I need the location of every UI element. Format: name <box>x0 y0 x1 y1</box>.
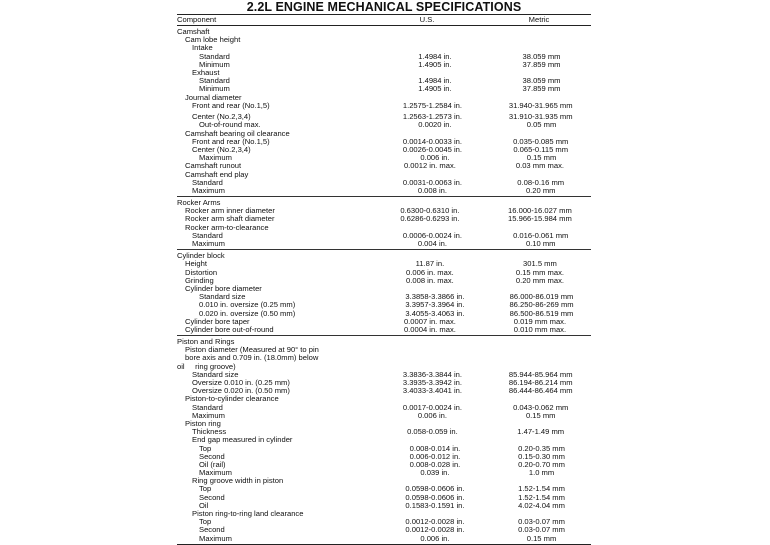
component-cell: Front and rear (No.1,5) <box>192 100 270 110</box>
header-us: U.S. <box>419 15 435 24</box>
metric-value-cell: 86.444-86.464 mm <box>508 386 573 396</box>
component-cell: Out-of-round max. <box>199 120 261 130</box>
us-value-cell: 0.0014-0.0033 in. <box>402 136 462 146</box>
metric-value-cell <box>487 338 591 346</box>
component-cell: Journal diameter <box>185 92 242 102</box>
metric-value-cell: 0.05 mm <box>526 120 557 130</box>
component-cell: Oversize 0.020 in. (0.50 mm) <box>192 386 290 396</box>
component-cell: 0.010 in. oversize (0.25 mm) <box>199 300 296 310</box>
metric-value-cell: 0.15 mm <box>525 410 556 420</box>
metric-value-cell: 0.03 mm max. <box>515 161 564 171</box>
metric-value-cell: 0.20 mm max. <box>515 275 564 285</box>
metric-value-cell: 0.15 mm <box>526 533 557 543</box>
component-cell: Maximum <box>199 153 232 163</box>
component-cell: bore axis and 0.709 in. (18.0mm) below <box>185 353 319 363</box>
metric-value-cell: 86.194-86.214 mm <box>508 378 573 387</box>
component-cell: Center (No.2,3,4) <box>192 144 251 154</box>
metric-value-cell <box>489 36 591 44</box>
metric-value-cell: 0.15-0.30 mm <box>518 451 565 461</box>
component-cell: Standard <box>192 402 223 412</box>
us-value-cell: 0.006 in. <box>420 533 450 543</box>
component-cell: Piston ring <box>185 418 221 428</box>
metric-value-cell: 85.944-85.964 mm <box>508 369 573 379</box>
header-component: Component <box>177 15 217 24</box>
spec-section <box>177 197 591 250</box>
component-cell: Second <box>199 451 225 461</box>
component-cell: End gap measured in cylinder <box>192 435 293 445</box>
component-cell: Maximum <box>192 239 225 248</box>
component-cell: Piston-to-cylinder clearance <box>185 394 279 404</box>
component-cell: Maximum <box>199 533 232 543</box>
component-cell: Intake <box>192 43 213 53</box>
component-cell: Standard size <box>192 369 239 379</box>
metric-value-cell: 0.043-0.062 mm <box>513 402 569 412</box>
metric-value-cell <box>489 346 591 354</box>
metric-value-cell: 0.035-0.085 mm <box>513 136 569 146</box>
us-value-cell: 0.008 in. max. <box>406 275 454 285</box>
component-cell: Rocker arm inner diameter <box>185 206 275 216</box>
table-row <box>177 36 591 44</box>
us-value-cell: 0.0017-0.0024 in. <box>402 402 462 412</box>
component-cell: Standard <box>192 177 223 187</box>
us-value-cell: 0.1583-0.1591 in. <box>405 500 465 510</box>
us-value-cell <box>367 338 487 346</box>
table-row <box>177 326 591 334</box>
component-cell: Distortion <box>185 267 218 277</box>
metric-value-cell: 37.859 mm <box>522 84 561 94</box>
component-cell: Top <box>199 443 212 453</box>
us-value-cell: 3.4055-3.4063 in. <box>405 308 465 318</box>
metric-value-cell: 31.910-31.935 mm <box>508 112 573 122</box>
metric-value-cell: 1.52-1.54 mm <box>518 492 565 502</box>
us-value-cell: 0.0598-0.0606 in. <box>405 484 465 494</box>
metric-value-cell: 38.059 mm <box>522 76 561 86</box>
component-cell: Maximum <box>192 185 225 195</box>
metric-value-cell: 0.20-0.35 mm <box>518 443 565 453</box>
spec-table-body <box>177 26 591 545</box>
metric-value-cell: 37.859 mm <box>522 59 561 69</box>
spec-document <box>177 0 591 545</box>
metric-value-cell: 0.010 mm max. <box>513 324 567 334</box>
table-row <box>177 61 591 69</box>
component-cell: Top <box>199 517 212 527</box>
us-value-cell <box>371 346 489 354</box>
us-value-cell: 1.4984 in. <box>418 76 452 86</box>
component-cell: Second <box>199 525 225 535</box>
us-value-cell: 0.6286-0.6293 in. <box>400 214 460 224</box>
metric-value-cell: 0.03-0.07 mm <box>518 525 565 535</box>
component-cell: Oversize 0.010 in. (0.25 mm) <box>192 378 290 387</box>
us-value-cell: 0.006 in. <box>417 410 447 420</box>
metric-value-cell: 0.08-0.16 mm <box>517 177 565 187</box>
us-value-cell: 0.008-0.014 in. <box>409 443 461 453</box>
us-value-cell: 0.006 in. <box>420 153 450 163</box>
us-value-cell <box>371 354 489 362</box>
component-cell: Cam lobe height <box>185 35 241 45</box>
component-cell: Second <box>199 492 225 502</box>
us-value-cell: 0.0012 in. max. <box>403 161 456 171</box>
metric-value-cell: 1.47-1.49 mm <box>517 427 565 437</box>
us-value-cell: 0.0026-0.0045 in. <box>402 144 462 154</box>
us-value-cell: 0.0012-0.0028 in. <box>405 525 465 535</box>
spec-section <box>177 336 591 545</box>
us-value-cell: 0.006-0.012 in. <box>409 451 461 461</box>
component-cell: Minimum <box>199 84 230 94</box>
us-value-cell: 3.3858-3.3866 in. <box>405 292 465 302</box>
component-cell: Cylinder bore taper <box>185 316 250 326</box>
metric-value-cell: 86.500-86.519 mm <box>509 308 574 318</box>
table-row <box>177 187 591 195</box>
spec-section <box>177 26 591 197</box>
component-cell: Grinding <box>185 275 214 285</box>
us-value-cell: 0.0020 in. <box>418 120 452 130</box>
component-cell: Thickness <box>192 427 227 437</box>
metric-value-cell: 15.966-15.984 mm <box>508 214 572 224</box>
us-value-cell: 0.008-0.028 in. <box>409 459 461 469</box>
us-value-cell: 1.4905 in. <box>418 59 452 69</box>
component-cell: oil ring groove) <box>177 361 236 371</box>
us-value-cell: 0.058-0.059 in. <box>407 427 458 437</box>
us-value-cell: 0.004 in. <box>417 239 447 248</box>
component-cell: Ring groove width in piston <box>192 476 284 486</box>
metric-value-cell: 0.019 mm max. <box>513 316 567 326</box>
metric-value-cell: 4.02-4.04 mm <box>518 500 565 510</box>
table-row <box>177 412 591 420</box>
us-value-cell: 1.2563-1.2573 in. <box>402 112 462 122</box>
us-value-cell: 0.0598-0.0606 in. <box>405 492 465 502</box>
component-cell: Standard <box>199 76 230 86</box>
us-value-cell: 1.4984 in. <box>418 51 452 61</box>
us-value-cell: 3.4033-3.4041 in. <box>402 386 462 396</box>
table-header <box>177 14 591 26</box>
us-value-cell: 0.0006-0.0024 in. <box>402 230 462 240</box>
page-title: 2.2L ENGINE MECHANICAL SPECIFICATIONS <box>246 0 522 14</box>
table-row <box>177 240 591 248</box>
us-value-cell: 3.3957-3.3964 in. <box>405 300 465 310</box>
metric-value-cell: 0.20 mm <box>525 185 556 195</box>
us-value-cell: 0.0004 in. max. <box>403 324 456 334</box>
table-row <box>177 354 591 362</box>
us-value-cell: 0.039 in. <box>420 468 450 478</box>
metric-value-cell: 1.0 mm <box>528 468 555 478</box>
component-cell: Piston diameter (Measured at 90° to pin <box>185 345 319 355</box>
component-cell: Standard <box>192 230 223 240</box>
us-value-cell: 1.2575-1.2584 in. <box>402 100 462 110</box>
us-value-cell <box>367 28 487 36</box>
us-value-cell: 11.87 in. <box>415 259 445 269</box>
component-cell: Rocker Arms <box>177 198 221 208</box>
component-cell: Camshaft end play <box>185 169 249 179</box>
header-metric: Metric <box>528 15 550 24</box>
component-cell: Maximum <box>199 468 232 478</box>
metric-value-cell: 0.10 mm <box>525 239 556 248</box>
metric-value-cell <box>489 354 591 362</box>
us-value-cell: 1.4905 in. <box>418 84 452 94</box>
metric-value-cell: 86.250-86-269 mm <box>509 300 574 310</box>
component-cell: Oil (rail) <box>199 459 226 469</box>
component-cell: Oil <box>199 500 209 510</box>
component-cell: Piston ring-to-ring land clearance <box>192 509 304 518</box>
metric-value-cell: 0.016-0.061 mm <box>513 230 569 240</box>
metric-value-cell: 16.000-16.027 mm <box>508 206 572 216</box>
us-value-cell: 0.0012-0.0028 in. <box>405 517 465 527</box>
component-cell: Camshaft bearing oil clearance <box>185 128 290 138</box>
component-cell: 0.020 in. oversize (0.50 mm) <box>199 308 296 318</box>
metric-value-cell: 0.065-0.115 mm <box>513 144 569 154</box>
metric-value-cell <box>487 28 591 36</box>
component-cell: Cylinder block <box>177 251 225 261</box>
component-cell: Top <box>199 484 212 494</box>
metric-value-cell: 1.52-1.54 mm <box>518 484 565 494</box>
component-cell: Rocker arm shaft diameter <box>185 214 275 224</box>
metric-value-cell: 301.5 mm <box>523 259 557 269</box>
metric-value-cell: 86.000-86.019 mm <box>509 292 574 302</box>
metric-value-cell: 0.15 mm max. <box>515 267 564 277</box>
component-cell: Standard size <box>199 292 246 302</box>
us-value-cell: 0.006 in. max. <box>406 267 454 277</box>
us-value-cell: 0.0031-0.0063 in. <box>402 177 462 187</box>
component-cell: Minimum <box>199 59 230 69</box>
component-cell: Camshaft runout <box>185 161 242 171</box>
component-cell: Exhaust <box>192 67 220 77</box>
metric-value-cell: 0.20-0.70 mm <box>518 459 565 469</box>
component-cell: Center (No.2,3,4) <box>192 112 251 122</box>
table-row <box>177 535 591 543</box>
component-cell: Front and rear (No.1,5) <box>192 136 270 146</box>
us-value-cell: 3.3935-3.3942 in. <box>402 378 462 387</box>
us-value-cell: 3.3836-3.3844 in. <box>402 369 462 379</box>
component-cell: Rocker arm-to-clearance <box>185 222 269 232</box>
metric-value-cell: 38.059 mm <box>522 51 561 61</box>
us-value-cell: 0.0007 in. max. <box>403 316 456 326</box>
component-cell: Camshaft <box>177 27 210 36</box>
component-cell: Cylinder bore diameter <box>185 283 262 293</box>
us-value-cell: 0.6300-0.6310 in. <box>400 206 460 216</box>
metric-value-cell: 31.940-31.965 mm <box>508 100 573 110</box>
component-cell: Standard <box>199 51 230 61</box>
metric-value-cell: 0.03-0.07 mm <box>518 517 565 527</box>
component-cell: Cylinder bore out-of-round <box>185 324 274 334</box>
metric-value-cell: 0.15 mm <box>526 153 557 163</box>
component-cell: Maximum <box>192 410 225 420</box>
us-value-cell: 0.008 in. <box>417 185 447 195</box>
us-value-cell <box>371 36 489 44</box>
spec-section <box>177 250 591 336</box>
component-cell: Piston and Rings <box>177 337 235 347</box>
component-cell: Height <box>185 259 207 269</box>
